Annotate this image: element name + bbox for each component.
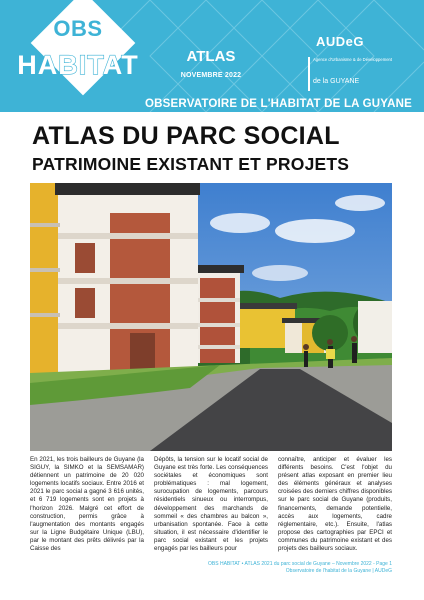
- logo-obs-text: OBS: [53, 16, 103, 41]
- agency-logo-text: AUDeG: [316, 34, 365, 49]
- intro-paragraph-2: Dépôts, la tension sur le locatif social de Guyane est très forte. Les conséquences sociétales et économiques sont problématiques : mal logement, surocupation de logements, parcours résidentiels sinueux ou interrompus, développement des marchands de sommeil « des chambres au balcon », urbanisation spontanée. Face à cette situation, il est nécessaire d'identifier le parc social existant et les projets engagés par les bailleurs pour: [154, 456, 268, 553]
- cover-photo: [30, 183, 392, 451]
- intro-paragraph-3: connaître, anticiper et évaluer les différents besoins. C'est l'objet du présent atlas exposant en premier lieu des éléments généraux et analyses croisées des derniers chiffres disponibles sur le parc social de Guyane (produits, financements, demande potentielle, accès aux logements, cadre réglementaire, etc.). Ensuite, l'atlas propose des cartographies par EPCI et communes du patrimoine existant et des projets des bailleurs sociaux.: [278, 456, 392, 553]
- intro-column-2: [154, 456, 268, 553]
- intro-column-3: [278, 456, 392, 553]
- housing-photo-illustration: [30, 183, 392, 451]
- footer-publisher: Observatoire de l'habitat de la Guyane | AUDeG: [285, 568, 392, 574]
- intro-paragraph-1: En 2021, les trois bailleurs de Guyane (la SIGUY, la SIMKO et la SEMSAMAR) détiennent un patrimoine de 20 020 logements locatifs sociaux. Entre 2016 et 2021 le parc social a gagné 3 616 unités, et 6 719 logements sont en projets à l'horizon 2026. Malgré cet effort de construction, permis grâce à l'augmentation des montants engagés sur la Ligne Budgétaire Unique (LBU), par le montant des prêts délivrés par la Caisse des: [30, 456, 144, 553]
- page-title: ATLAS DU PARC SOCIAL: [32, 122, 340, 150]
- agency-region: de la GUYANE: [313, 78, 360, 85]
- date-label: NOVEMBRE 2022: [180, 72, 242, 79]
- logo-habitat-text: HABITAT: [17, 50, 139, 80]
- footer-reference: OBS HABITAT • ATLAS 2021 du parc social de Guyane – Novembre 2022 - Page 1: [208, 561, 392, 567]
- intro-column-1: [30, 456, 144, 553]
- doc-type-label: ATLAS: [186, 48, 236, 65]
- page-subtitle: PATRIMOINE EXISTANT ET PROJETS: [32, 154, 350, 174]
- header-band: [0, 0, 424, 112]
- agency-logo-divider: [308, 57, 310, 91]
- agency-subtitle: Agence d'Urbanisme & de Développement: [313, 57, 393, 62]
- observatoire-banner: OBSERVATOIRE DE L'HABITAT DE LA GUYANE: [145, 98, 412, 110]
